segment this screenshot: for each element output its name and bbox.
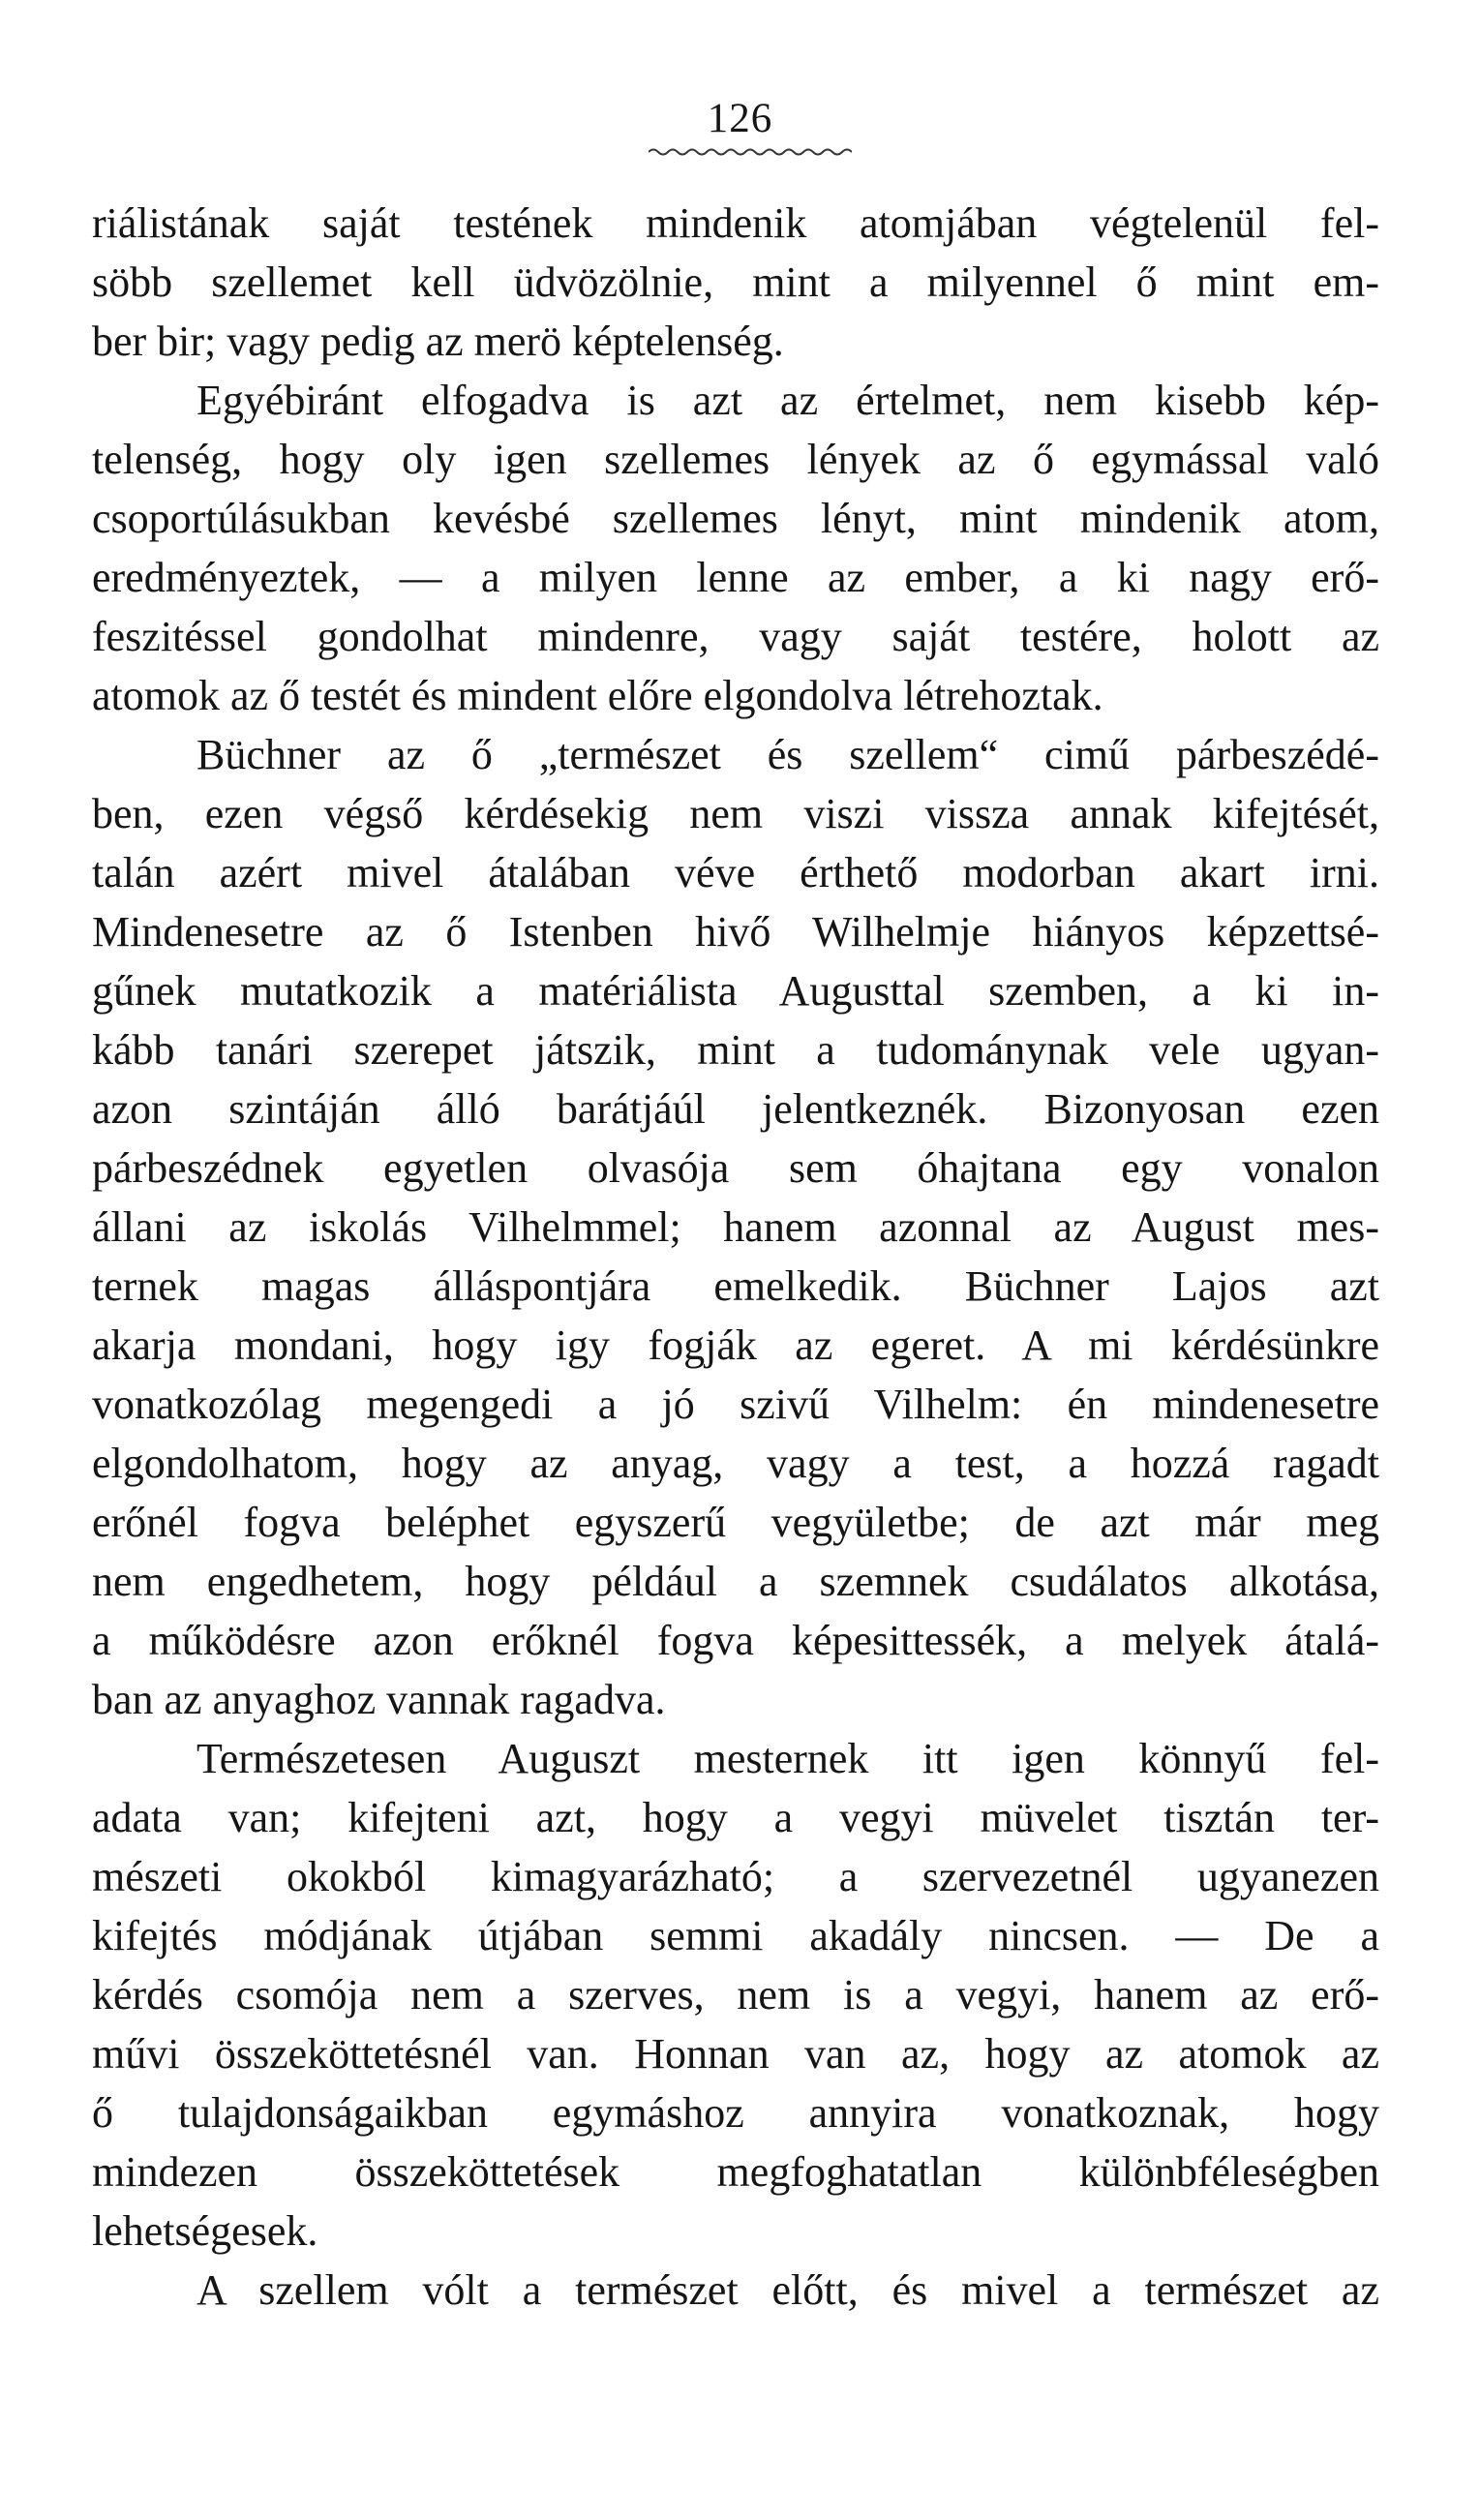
text-line: A szellem vólt a természet előtt, és mivel a természet az	[196, 2266, 1379, 2314]
text-line: ben, ezen végső kérdésekig nem viszi vissza annak kifejtését,	[92, 790, 1379, 837]
text-line: elgondolhatom, hogy az anyag, vagy a test, a hozzá ragadt	[92, 1440, 1379, 1487]
text-line: lehetségesek.	[92, 2207, 318, 2255]
text-line: adata van; kifejteni azt, hogy a vegyi müvelet tisztán ter-	[92, 1794, 1379, 1841]
text-line: akarja mondani, hogy igy fogják az egeret. A mi kérdésünkre	[92, 1321, 1379, 1369]
text-line: talán azért mivel átalában véve érthető modorban akart irni.	[92, 849, 1379, 896]
page-number-ornament	[649, 145, 852, 159]
text-line: csoportúlásukban kevésbé szellemes lényt, mint mindenik atom,	[92, 495, 1379, 542]
text-line: gűnek mutatkozik a matériálista Augusttal szemben, a ki in-	[92, 967, 1379, 1015]
text-line: ő tulajdonságaikban egymáshoz annyira vonatkoznak, hogy	[92, 2089, 1379, 2137]
text-line: eredményeztek, — a milyen lenne az ember, a ki nagy erő-	[92, 554, 1379, 601]
text-line: Természetesen Auguszt mesternek itt igen könnyű fel-	[196, 1735, 1379, 1782]
text-line: nem engedhetem, hogy például a szemnek csudálatos alkotása,	[92, 1558, 1379, 1605]
text-line: telenség, hogy oly igen szellemes lények az ő egymással való	[92, 436, 1379, 483]
text-line: ternek magas álláspontjára emelkedik. Büchner Lajos azt	[92, 1262, 1379, 1310]
text-line: riálistának saját testének mindenik atomjában végtelenül fel-	[92, 199, 1379, 247]
text-line: Egyébiránt elfogadva is azt az értelmet, nem kisebb kép-	[196, 377, 1379, 424]
text-line: azon szintáján álló barátjáúl jelentkeznék. Bizonyosan ezen	[92, 1085, 1379, 1133]
text-line: ber bir; vagy pedig az merö képtelenség.	[92, 318, 784, 365]
text-line: mindezen összeköttetések megfoghatatlan különbféleségben	[92, 2148, 1379, 2196]
text-line: kifejtés módjának útjában semmi akadály nincsen. — De a	[92, 1912, 1379, 1959]
text-line: művi összeköttetésnél van. Honnan van az, hogy az atomok az	[92, 2030, 1379, 2078]
text-line: mészeti okokból kimagyarázható; a szervezetnél ugyanezen	[92, 1853, 1379, 1900]
text-line: állani az iskolás Vilhelmmel; hanem azonnal az August mes-	[92, 1203, 1379, 1251]
text-line: párbeszédnek egyetlen olvasója sem óhajtana egy vonalon	[92, 1144, 1379, 1192]
text-line: Büchner az ő „természet és szellem“ cimű párbeszédé-	[196, 731, 1379, 778]
text-line: ban az anyaghoz vannak ragadva.	[92, 1676, 666, 1723]
text-line: Mindenesetre az ő Istenben hivő Wilhelmje hiányos képzettsé-	[92, 908, 1379, 956]
text-line: söbb szellemet kell üdvözölnie, mint a milyennel ő mint em-	[92, 258, 1379, 306]
text-line: erőnél fogva beléphet egyszerű vegyületbe; de azt már meg	[92, 1499, 1379, 1546]
text-line: atomok az ő testét és mindent előre elgondolva létrehoztak.	[92, 672, 1103, 719]
body-text	[92, 194, 1379, 2320]
text-line: feszitéssel gondolhat mindenre, vagy saját testére, holott az	[92, 613, 1379, 660]
text-line: kább tanári szerepet játszik, mint a tudománynak vele ugyan-	[92, 1026, 1379, 1074]
text-line: a működésre azon erőknél fogva képesittessék, a melyek átalá-	[92, 1617, 1379, 1664]
text-line: vonatkozólag megengedi a jó szivű Vilhelm: én mindenesetre	[92, 1381, 1379, 1428]
page-number: 126	[707, 96, 773, 141]
text-line: kérdés csomója nem a szerves, nem is a vegyi, hanem az erő-	[92, 1971, 1379, 2019]
